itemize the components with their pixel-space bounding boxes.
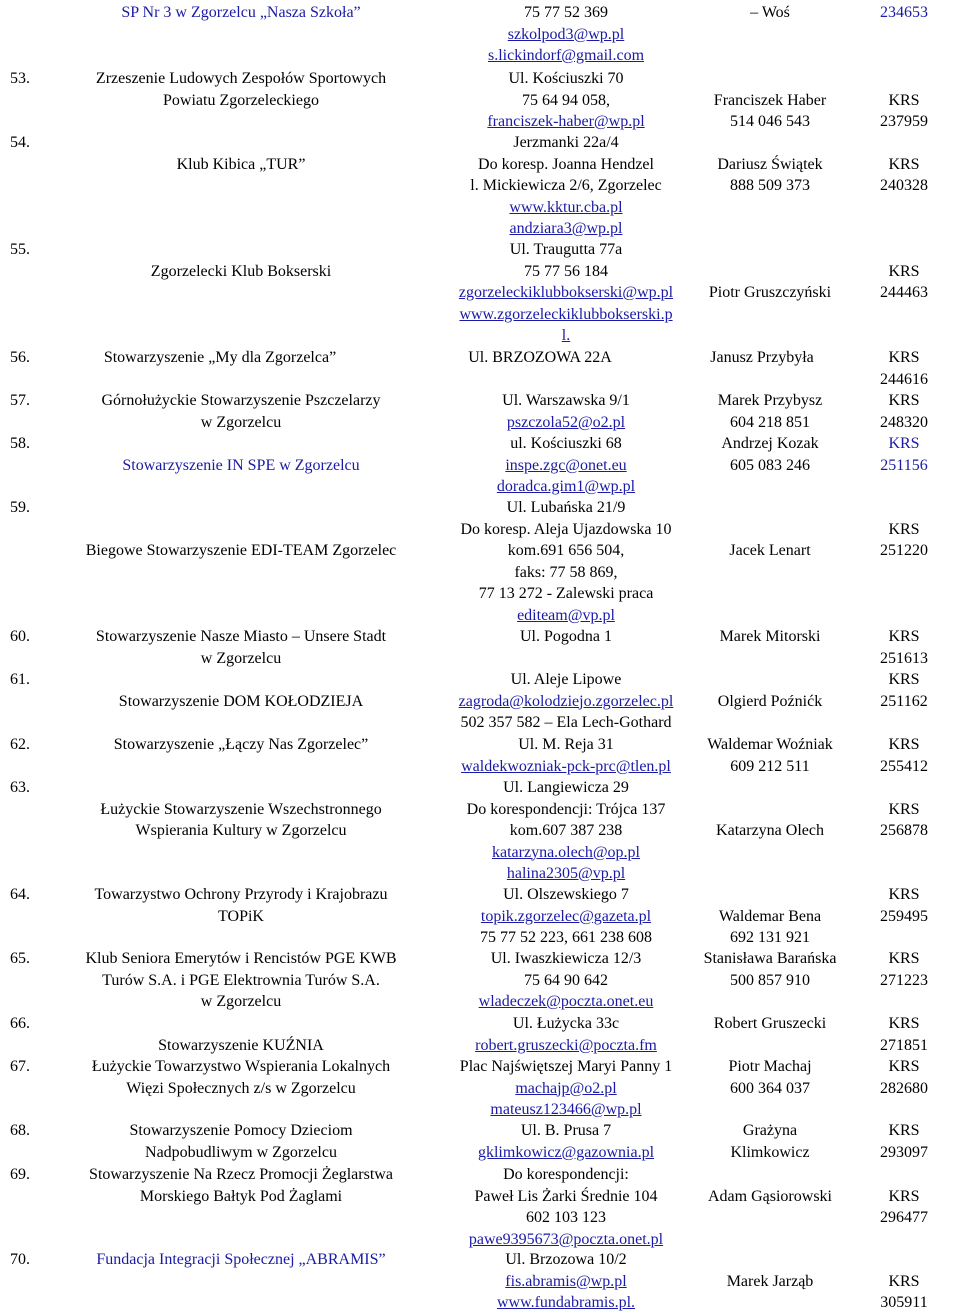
krs-number (848, 948, 960, 991)
cell-text: Stowarzyszenie KUŹNIA (158, 1036, 324, 1054)
cell-text: Klimkowicz (730, 1143, 810, 1161)
cell-text: Jacek Lenart (729, 542, 811, 559)
cell-text: w Zgorzelcu (200, 993, 282, 1010)
organization-name (50, 948, 432, 1013)
link-text[interactable]: andziara3@wp.pl (509, 220, 623, 237)
cell-text: Ul. Lubańska 21/9 (506, 499, 626, 516)
cell-text: 251162 (880, 692, 928, 710)
cell-text: Stowarzyszenie Pomocy Dzieciom (129, 1122, 353, 1139)
row-number: 54. (10, 134, 30, 151)
cell-text: Do koresp. Aleja Ujazdowska 10 (460, 520, 672, 538)
link-text[interactable]: halina2305@vp.pl (506, 865, 626, 882)
contact-person (680, 906, 860, 949)
cell-text: Plac Najświętszej Maryi Panny 1 (459, 1058, 673, 1075)
row-number: 59. (10, 499, 30, 516)
row-number: 69. (10, 1166, 30, 1183)
organization-name (50, 626, 432, 669)
cell-text: KRS (888, 1187, 920, 1205)
organization-address (420, 734, 712, 777)
cell-text: 255412 (880, 757, 928, 775)
cell-text: 692 131 921 (730, 929, 810, 946)
link-text[interactable]: editeam@vp.pl (517, 606, 615, 624)
contact-person (680, 1271, 860, 1293)
cell-text: 75 77 56 184 (524, 262, 608, 280)
krs-number (848, 1056, 960, 1099)
cell-text: Stowarzyszenie Nasze Miasto – Unsere Stadt (95, 628, 387, 645)
krs-number (848, 734, 960, 777)
organization-address (420, 390, 712, 433)
krs-number (848, 1271, 960, 1314)
organization-address (420, 1249, 712, 1314)
row-number: 66. (10, 1015, 30, 1032)
row-number: 56. (10, 349, 30, 366)
cell-text: KRS (888, 950, 920, 967)
organization-name (50, 1035, 432, 1057)
organization-name (50, 540, 432, 562)
cell-text: Zrzeszenie Ludowych Zespołów Sportowych (95, 70, 387, 87)
krs-number (848, 1186, 960, 1229)
cell-text: Stowarzyszenie IN SPE w Zgorzelcu (122, 456, 360, 474)
link-text[interactable]: waldekwozniak-pck-prc@tlen.pl (461, 757, 671, 775)
organization-address (420, 2, 712, 67)
cell-text: 234653 (880, 4, 928, 21)
cell-text: Ul. Traugutta 77a (509, 241, 623, 258)
link-text[interactable]: zgorzeleckiklubbokserski@wp.pl (458, 284, 674, 301)
organization-address (420, 626, 712, 648)
link-text[interactable]: fis.abramis@wp.pl (505, 1272, 627, 1290)
cell-text: Ul. Pogodna 1 (520, 628, 612, 645)
cell-text: kom.607 387 238 (509, 822, 623, 839)
contact-person (680, 820, 860, 842)
cell-text: Katarzyna Olech (716, 822, 824, 839)
cell-text: ul. Kościuszki 68 (510, 435, 622, 452)
contact-person (680, 1056, 860, 1099)
link-text[interactable]: robert.gruszecki@poczta.fm (475, 1036, 657, 1054)
organization-address (420, 68, 712, 133)
cell-text: Dariusz Świątek (717, 155, 823, 173)
organization-name (50, 1164, 432, 1207)
cell-text: w Zgorzelcu (200, 413, 282, 431)
link-text[interactable]: doradca.gim1@wp.pl (496, 478, 636, 495)
row-number: 67. (10, 1058, 30, 1075)
cell-text: Stowarzyszenie „Łączy Nas Zgorzelec” (113, 736, 369, 753)
cell-text: 256878 (880, 822, 928, 839)
cell-text: Turów S.A. i PGE Elektrownia Turów S.A. (102, 971, 380, 989)
link-text[interactable]: zagroda@kolodziejo.zgorzelec.pl (458, 692, 674, 710)
link-text[interactable]: inspe.zgc@onet.eu (505, 456, 627, 474)
cell-text: 500 857 910 (730, 971, 810, 989)
link-text[interactable]: topik.zgorzelec@gazeta.pl (480, 907, 652, 925)
cell-text: 77 13 272 - Zalewski praca (478, 585, 654, 602)
row-number: 68. (10, 1122, 30, 1139)
cell-text: 271223 (880, 971, 928, 989)
cell-text: Łużyckie Towarzystwo Wspierania Lokalnych (91, 1058, 391, 1075)
row-number: 62. (10, 736, 30, 753)
organization-name (50, 799, 432, 842)
organization-address (420, 1120, 712, 1163)
organization-name (50, 455, 432, 477)
cell-text: KRS (888, 1015, 920, 1032)
row-number: 61. (10, 671, 30, 688)
cell-text: 296477 (880, 1209, 928, 1226)
cell-text: Ul. Warszawska 9/1 (502, 392, 630, 409)
link-text[interactable]: s.lickindorf@gmail.com (487, 47, 645, 64)
cell-text: KRS (888, 262, 920, 280)
cell-text: Klub Seniora Emerytów i Rencistów PGE KWB (85, 950, 397, 967)
link-text[interactable]: www.fundabramis.pl. (496, 1294, 636, 1311)
contact-person (680, 948, 860, 991)
organization-address (420, 777, 712, 885)
organization-name (50, 1056, 432, 1099)
cell-text: Wspierania Kultury w Zgorzelcu (135, 822, 347, 839)
contact-person (680, 734, 860, 777)
cell-text: Franciszek Haber (713, 91, 827, 109)
cell-text: – Woś (750, 4, 790, 21)
cell-text: Ul. Iwaszkiewicza 12/3 (490, 950, 642, 967)
krs-number (848, 884, 960, 927)
cell-text: SP Nr 3 w Zgorzelcu „Nasza Szkoła” (121, 4, 361, 21)
cell-text: 609 212 511 (730, 757, 810, 775)
cell-text: 75 77 52 369 (524, 4, 608, 21)
krs-number (848, 261, 960, 304)
cell-text: Grażyna (742, 1122, 798, 1139)
cell-text: Klub Kibica „TUR” (176, 155, 306, 173)
cell-text: Do korespondencji: Trójca 137 (466, 800, 666, 818)
row-number: 53. (10, 70, 30, 87)
cell-text: 888 509 373 (730, 177, 810, 194)
link-text[interactable]: www.kktur.cba.pl (509, 198, 623, 216)
cell-text: Piotr Gruszczyński (708, 284, 832, 301)
cell-text: 259495 (880, 907, 928, 925)
contact-person (680, 390, 860, 433)
link-text[interactable]: gklimkowicz@gazownia.pl (477, 1143, 655, 1161)
cell-text: KRS (888, 800, 920, 818)
cell-text: Waldemar Woźniak (707, 736, 833, 753)
cell-text: Stowarzyszenie „My dla Zgorzelca” (103, 349, 337, 366)
link-text[interactable]: www.zgorzeleckiklubbokserski.p (459, 305, 673, 323)
cell-text: KRS (888, 155, 920, 173)
row-number: 58. (10, 435, 30, 452)
cell-text: Ul. B. Prusa 7 (520, 1122, 612, 1139)
row-number: 60. (10, 628, 30, 645)
row-number: 70. (10, 1251, 30, 1268)
contact-person (680, 1120, 860, 1163)
link-text[interactable]: katarzyna.olech@op.pl (491, 843, 640, 861)
cell-text: KRS (888, 1122, 920, 1139)
cell-text: Ul. Brzozowa 10/2 (505, 1251, 627, 1268)
contact-person (680, 2, 860, 24)
cell-text: 248320 (880, 413, 928, 431)
row-number: 64. (10, 886, 30, 903)
cell-text: Towarzystwo Ochrony Przyrody i Krajobrazu (94, 886, 388, 903)
contact-person (680, 626, 860, 648)
cell-text: 605 083 246 (730, 456, 810, 474)
cell-text: KRS (888, 1272, 920, 1290)
cell-text: KRS (888, 628, 920, 645)
cell-text: KRS (888, 736, 920, 753)
cell-text: Ul. Olszewskiego 7 (503, 886, 629, 903)
cell-text: w Zgorzelcu (200, 649, 282, 667)
organization-address (420, 1013, 712, 1056)
cell-text: Górnołużyckie Stowarzyszenie Pszczelarzy (101, 392, 381, 409)
cell-text: Ul. Kościuszki 70 (508, 70, 624, 87)
krs-number (848, 154, 960, 197)
organization-address (420, 884, 712, 949)
cell-text: Stowarzyszenie Na Rzecz Promocji Żeglarstwa (89, 1166, 393, 1183)
link-text[interactable]: mateusz123466@wp.pl (490, 1101, 642, 1118)
cell-text: Do koresp. Joanna Hendzel (478, 155, 654, 173)
cell-text: KRS (888, 392, 920, 409)
cell-text: Biegowe Stowarzyszenie EDI-TEAM Zgorzelec (85, 542, 397, 559)
cell-text: 251156 (880, 456, 928, 474)
cell-text: 305911 (880, 1294, 928, 1311)
contact-person (672, 347, 852, 369)
contact-person (680, 433, 860, 476)
organization-address (420, 948, 712, 1013)
contact-person (680, 1186, 860, 1208)
cell-text: 600 364 037 (730, 1079, 810, 1097)
cell-text: Więzi Społecznych z/s w Zgorzelcu (126, 1079, 356, 1097)
cell-text: faks: 77 58 869, (514, 563, 618, 581)
organization-name (50, 1120, 432, 1163)
cell-text: KRS (888, 1058, 920, 1075)
cell-text: KRS (888, 91, 920, 109)
organization-address (420, 497, 712, 626)
cell-text: 237959 (880, 113, 928, 130)
krs-number (848, 669, 960, 712)
organization-name (50, 261, 432, 283)
organization-name (50, 734, 432, 756)
contact-person (680, 90, 860, 133)
link-text[interactable]: wladeczek@poczta.onet.eu (478, 993, 654, 1010)
cell-text: 502 357 582 – Ela Lech-Gothard (460, 714, 672, 731)
krs-number (848, 2, 960, 24)
cell-text: KRS (888, 520, 920, 538)
krs-number (848, 347, 960, 390)
cell-text: KRS (888, 886, 920, 903)
cell-text: 75 64 90 642 (524, 971, 608, 989)
cell-text: 251613 (880, 649, 928, 667)
organization-name (50, 884, 432, 927)
krs-number (848, 519, 960, 562)
row-number: 63. (10, 779, 30, 796)
row-number: 57. (10, 392, 30, 409)
cell-text: Paweł Lis Żarki Średnie 104 (474, 1187, 658, 1205)
cell-text: Olgierd Poźnićk (717, 692, 823, 710)
link-text[interactable]: machajp@o2.pl (515, 1079, 617, 1097)
cell-text: KRS (888, 671, 920, 688)
cell-text: 282680 (880, 1079, 928, 1097)
cell-text: 602 103 123 (526, 1209, 606, 1226)
cell-text: 75 64 94 058, (522, 91, 610, 109)
cell-text: 240328 (880, 177, 928, 194)
cell-text: Ul. Langiewicza 29 (503, 779, 629, 796)
krs-number (848, 90, 960, 133)
cell-text: Morskiego Bałtyk Pod Żaglami (139, 1187, 343, 1205)
link-text[interactable]: franciszek-haber@wp.pl (487, 113, 645, 130)
organization-name (50, 154, 432, 176)
contact-person (680, 691, 860, 713)
cell-text: Waldemar Bena (718, 907, 822, 925)
cell-text: 271851 (880, 1036, 928, 1054)
cell-text: 244463 (880, 284, 928, 301)
cell-text: Nadpobudliwym w Zgorzelcu (145, 1143, 337, 1161)
cell-text: Stowarzyszenie DOM KOŁODZIEJA (118, 692, 364, 710)
organization-address (420, 1056, 712, 1121)
krs-number (848, 799, 960, 842)
organization-address (380, 347, 700, 369)
organization-address (420, 669, 712, 734)
cell-text: Jerzmanki 22a/4 (513, 134, 619, 151)
link-text[interactable]: l. (561, 327, 571, 344)
cell-text: Zgorzelecki Klub Bokserski (150, 262, 332, 280)
cell-text: Ul. Łużycka 33c (512, 1015, 620, 1032)
contact-person (680, 1013, 860, 1035)
link-text[interactable]: szkolpod3@wp.pl (507, 25, 625, 43)
link-text[interactable]: pszczola52@o2.pl (506, 413, 626, 431)
cell-text: Ul. M. Reja 31 (518, 736, 614, 753)
cell-text: Marek Jarząb (726, 1272, 814, 1290)
row-number: 55. (10, 241, 30, 258)
cell-text: l. Mickiewicza 2/6, Zgorzelec (470, 177, 662, 194)
cell-text: Powiatu Zgorzeleckiego (163, 91, 319, 109)
link-text[interactable]: pawe9395673@poczta.onet.pl (468, 1230, 664, 1248)
cell-text: 604 218 851 (730, 413, 810, 431)
cell-text: TOPiK (218, 907, 264, 925)
cell-text: Piotr Machaj (728, 1058, 812, 1075)
contact-person (680, 540, 860, 562)
cell-text: Ul. Aleje Lipowe (510, 671, 622, 688)
krs-number (848, 390, 960, 433)
cell-text: Do korespondencji: (503, 1166, 629, 1183)
cell-text: Fundacja Integracji Społecznej „ABRAMIS” (96, 1251, 386, 1268)
cell-text: Andrzej Kozak (721, 435, 819, 452)
organization-name (50, 2, 432, 24)
krs-number (848, 1013, 960, 1056)
organization-address (420, 433, 712, 498)
organization-address (420, 1164, 712, 1250)
organization-name (50, 1249, 432, 1271)
cell-text: Stanisława Barańska (703, 950, 837, 967)
cell-text: 251220 (880, 542, 928, 559)
organization-name (50, 68, 432, 111)
cell-text: KRS (888, 349, 920, 366)
organization-name (50, 390, 432, 433)
cell-text: Adam Gąsiorowski (708, 1187, 832, 1205)
krs-number (848, 433, 960, 476)
krs-number (848, 1120, 960, 1163)
organization-name (60, 347, 380, 369)
organization-address (420, 239, 712, 347)
organization-name (50, 691, 432, 713)
krs-number (848, 626, 960, 669)
organization-address (420, 132, 712, 240)
cell-text: Łużyckie Stowarzyszenie Wszechstronnego (100, 800, 382, 818)
row-number: 65. (10, 950, 30, 967)
cell-text: KRS (888, 435, 920, 452)
cell-text: Ul. BRZOZOWA 22A (468, 349, 612, 366)
cell-text: kom.691 656 504, (507, 542, 625, 559)
cell-text: 75 77 52 223, 661 238 608 (480, 929, 652, 946)
cell-text: 514 046 543 (730, 113, 810, 130)
contact-person (680, 282, 860, 304)
cell-text: Marek Mitorski (719, 628, 821, 645)
cell-text: 244616 (880, 370, 928, 388)
cell-text: 293097 (880, 1143, 928, 1161)
cell-text: Marek Przybysz (717, 392, 823, 409)
contact-person (680, 154, 860, 197)
cell-text: Janusz Przybyła (710, 349, 814, 366)
cell-text: Robert Gruszecki (713, 1015, 827, 1032)
